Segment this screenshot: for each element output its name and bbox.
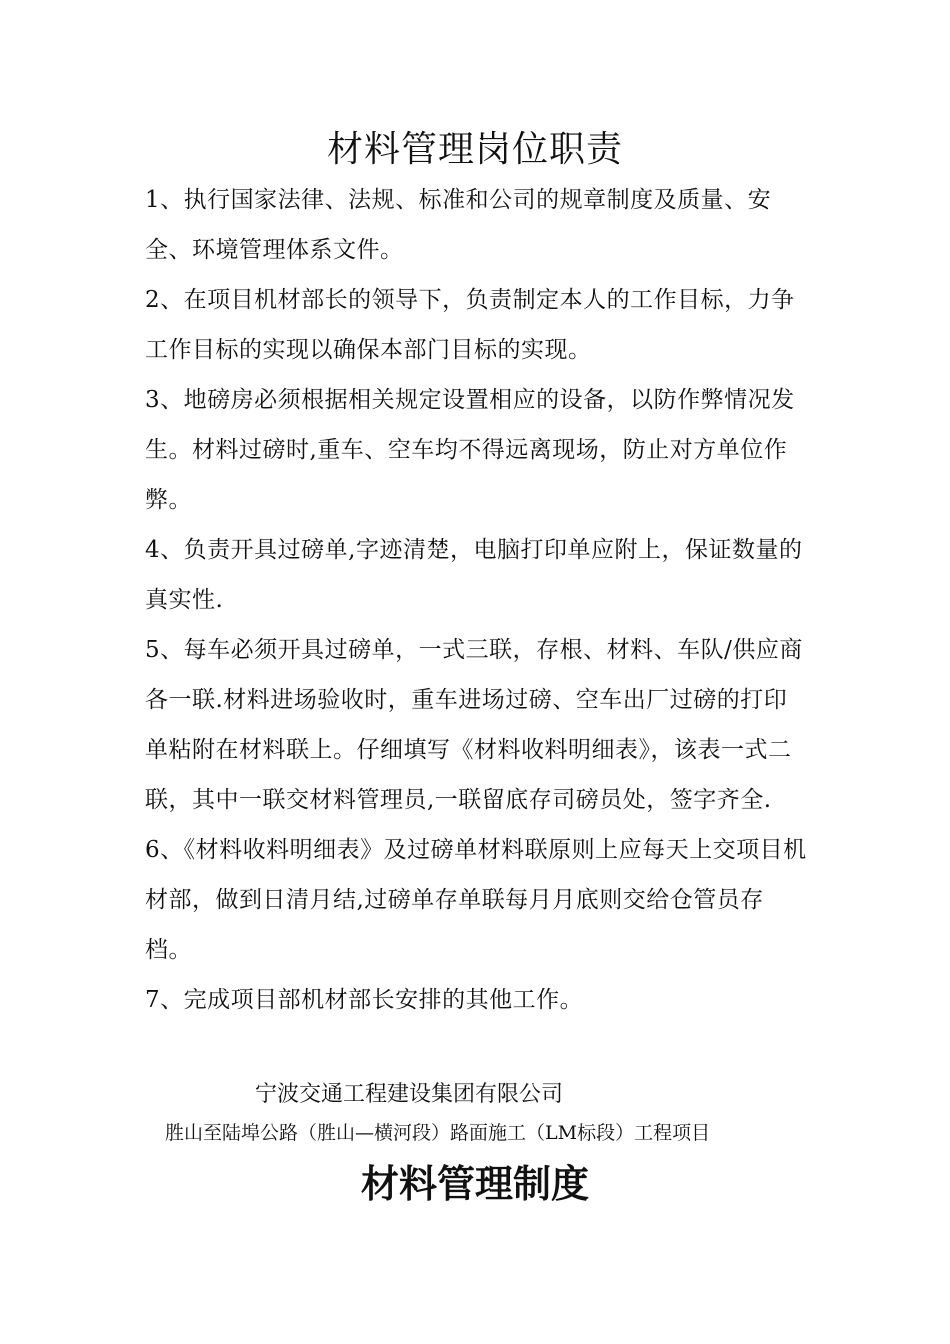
document-body — [145, 175, 810, 1025]
document-title: 材料管理岗位职责 — [326, 129, 623, 170]
paragraph-3: 3、地磅房必须根据相关规定设置相应的设备，以防作弊情况发生。材料过磅时,重车、空车均不得远离现场，防止对方单位作弊。 — [145, 387, 795, 513]
paragraph-1: 1、执行国家法律、法规、标准和公司的规章制度及质量、安全、环境管理体系文件。 — [145, 187, 772, 263]
paragraph-6: 6、《材料收料明细表》及过磅单材料联原则上应每天上交项目机材部，做到日清月结,过磅单存单联每月月底则交给仓管员存档。 — [145, 837, 807, 963]
paragraph-2: 2、在项目机材部长的领导下，负责制定本人的工作目标，力争工作目标的实现以确保本部门目标的实现。 — [145, 287, 795, 363]
company-name: 宁波交通工程建设集团有限公司 — [255, 1082, 564, 1107]
project-name: 胜山至陆埠公路（胜山—横河段）路面施工（LM标段）工程项目 — [165, 1122, 711, 1144]
section-heading: 材料管理制度 — [360, 1162, 589, 1206]
paragraph-7: 7、完成项目部机材部长安排的其他工作。 — [145, 987, 584, 1013]
paragraph-4: 4、负责开具过磅单,字迹清楚，电脑打印单应附上，保证数量的真实性. — [145, 537, 803, 613]
paragraph-5: 5、每车必须开具过磅单，一式三联，存根、材料、车队/供应商各一联.材料进场验收时，重车进场过磅、空车出厂过磅的打印单粘附在材料联上。仔细填写《材料收料明细表》，该表一式二联，其中一联交材料管理员,一联留底存司磅员处，签字齐全. — [145, 637, 803, 813]
